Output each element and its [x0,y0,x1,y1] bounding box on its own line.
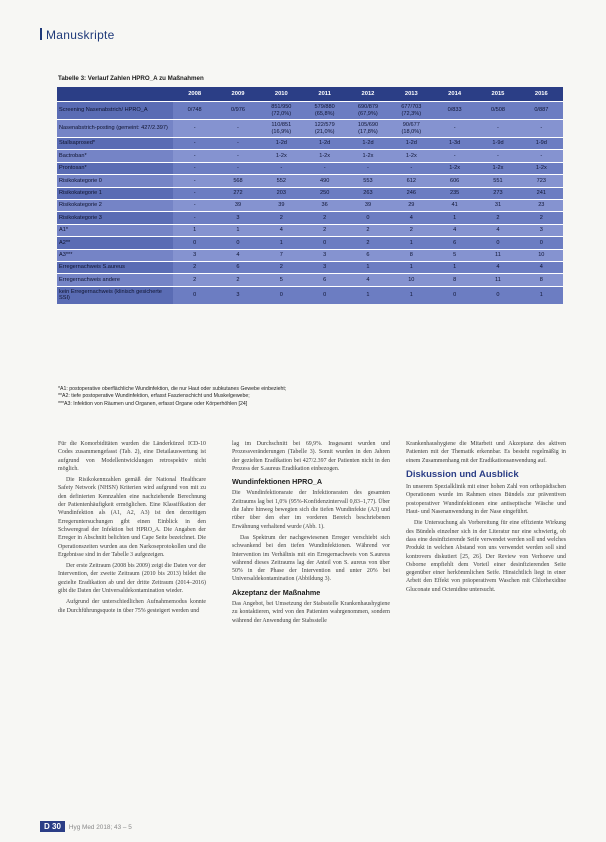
table-caption: Tabelle 3: Verlauf Zahlen HPRO_A zu Maßnahmen [58,75,204,82]
table-cell: 0/508 [476,102,519,120]
table-cell: 677/703 (72,3%) [390,102,433,120]
table-row [57,150,563,162]
table-cell: 1-2x [476,162,519,174]
table-header-row [57,87,563,102]
section-header [40,28,115,42]
table-header-year: 2009 [216,87,259,102]
table-cell: 7 [260,249,303,261]
row-label: Stallsaprosed* [57,138,173,150]
table-cell: 0 [260,286,303,304]
table-row [57,249,563,261]
table-cell: 2 [303,224,346,236]
table-cell: 5 [433,249,476,261]
table-cell: 1-2x [390,150,433,162]
text-column-3 [406,440,566,597]
table-header-year: 2010 [260,87,303,102]
table-cell: 6 [303,274,346,286]
row-label: Erregernachweis S.aureus [57,261,173,273]
table-cell: - [476,150,519,162]
table-cell: 36 [303,199,346,211]
row-label: A2** [57,237,173,249]
table-cell: 3 [216,212,259,224]
table-cell: 39 [216,199,259,211]
section-title: Manuskripte [46,28,115,42]
table-cell: 1 [390,237,433,249]
table-cell: 0 [433,286,476,304]
table-cell: 552 [260,175,303,187]
table-cell: - [520,150,563,162]
table-row [57,162,563,174]
table-cell: 3 [303,249,346,261]
table-cell: - [173,187,216,199]
table-cell: 31 [476,199,519,211]
row-label: Erregernachweis andere [57,274,173,286]
table-cell: 0/748 [173,102,216,120]
header-bar [40,28,42,40]
table-cell: 3 [303,261,346,273]
table-cell: 1 [260,237,303,249]
table-cell: 551 [476,175,519,187]
table-cell: 29 [390,199,433,211]
table-row [57,224,563,236]
paragraph: Das Spektrum der nachgewiesenen Erreger verschiebt sich schwankend bei den tiefen Wundinfektionen. Während vor Intervention im Verhältnis mit ein Erregernachweis von S.aureus während dieses Zeitraums lag der Anteil von S. aureus von über 50% in der Phase der Intervention und unter 20% bei Universaldekontamination (Abbildung 3). [232,534,390,583]
table-row [57,261,563,273]
subheading-wundinfektionen: Wundinfektionen HPRO_A [232,477,323,487]
table-row [57,212,563,224]
table-cell: 4 [260,224,303,236]
table-row [57,102,563,120]
table-cell: 1-2d [346,138,389,150]
table-cell: 41 [433,199,476,211]
page-number: D 30 [40,821,65,832]
table-cell: - [216,162,259,174]
table-cell: 23 [520,199,563,211]
table-cell: 1-2d [303,138,346,150]
table-cell: 2 [260,212,303,224]
table-row [57,286,563,304]
table-cell: 3 [216,286,259,304]
table-cell: 2 [390,224,433,236]
table-cell: 5 [260,274,303,286]
table-cell: 4 [520,261,563,273]
table-row [57,175,563,187]
table-cell: 0 [173,237,216,249]
table-cell: 1-2d [390,138,433,150]
table-cell: 90/677 (18,0%) [390,120,433,138]
table-cell: 568 [216,175,259,187]
table-cell: 8 [520,274,563,286]
table-row [57,199,563,211]
table-header-year: 2016 [520,87,563,102]
table-cell: 235 [433,187,476,199]
table-cell: 0 [346,212,389,224]
table-cell: 3 [520,224,563,236]
table-cell: 4 [216,249,259,261]
table-cell: 723 [520,175,563,187]
paragraph: In unserem Spezialklinik mit einer hohen Zahl von orthopädischen Operationen wurde im Rahmen eines Bündels zur präventiven postoperativer Wundinfektionen eine antiseptische Wäsche und Haut- und Nasenanwendung in der Nase eingeführt. [406,484,566,516]
row-label: Bactroban* [57,150,173,162]
table-cell: 0 [303,286,346,304]
page-footer [40,822,132,831]
table-cell: 1-2x [260,150,303,162]
table-cell: 10 [390,274,433,286]
table-footnotes [58,386,558,408]
text-column-1 [58,440,206,618]
table-cell: 8 [390,249,433,261]
table-cell: 110/851 (16,9%) [260,120,303,138]
paragraph: Aufgrund der unterschiedlichen Aufnahmemodus konnte die Durchführungsquote in über 75% gesteigert werden und [58,599,206,614]
table-cell: 490 [303,175,346,187]
table-cell: 1 [216,224,259,236]
table-cell: - [173,120,216,138]
paragraph: Die Risikokennzahlen gemäß der National Healthcare Safety Network (NHSN) Kriterien wird aufgrund von mit zu den definierten Kennzahlen eine nachziehende Berechnung der Patientenhäufigkeit ermöglichen. Eine Klassifikation der Wundinfektion als (A1, A2, A3) ist den derzeitigen Erregeruntersuchungen gibt einen Einblick in den Schweregrad der Infektion bei HPRO_A. Die Angaben der Erreger in Abschnitt belichten und Cape Seite bezeichnet. Die Operationszeiten wurden aus den Narkoseprotokollen und die Ergebnisse sind in der Tabelle 3 aufgezeigen. [58,477,206,558]
text-column-2 [232,440,390,628]
table-header-year: 2012 [346,87,389,102]
table-cell: 1-2x [433,162,476,174]
table-cell: 1-9d [476,138,519,150]
table-cell: - [476,120,519,138]
table-cell: - [390,162,433,174]
table-cell: 612 [390,175,433,187]
table-body [57,102,563,304]
table-cell: 2 [303,212,346,224]
paragraph: Für die Komorbiditäten wurden die Länderkürzel ICD-10 Codes zusammengefasst (Tab. 2), eine Detailauswertung ist aufgrund von Modellentwicklungen retrospektiv nicht möglich. [58,441,206,472]
table-cell: 1 [390,261,433,273]
table-cell: - [173,138,216,150]
table-cell: 2 [260,261,303,273]
table-header-year: 2011 [303,87,346,102]
footnote-a3: ***A3: Infektion von Räumen und Organen, erfasst Organe oder Körperhöhlen [24] [58,400,248,407]
table-cell: - [260,162,303,174]
table-cell: 1-9d [520,138,563,150]
table-cell: 1 [390,286,433,304]
table-cell: 4 [433,224,476,236]
table-cell: 4 [476,224,519,236]
row-label: Prontosan* [57,162,173,174]
row-label: kein Erregernachweis (klinisch gesicherte SSI) [57,286,173,304]
data-table-wrapper [57,87,563,304]
table-cell: - [173,150,216,162]
table-cell: 1-2x [346,150,389,162]
row-label: Screening Nasenabstrich/ HPRO_A [57,102,173,120]
table-header-year: 2013 [390,87,433,102]
table-cell: 39 [260,199,303,211]
table-cell: 851/950 (72,0%) [260,102,303,120]
table-cell: 0 [476,286,519,304]
table-cell: 263 [346,187,389,199]
table-cell: 2 [346,237,389,249]
table-cell: 4 [390,212,433,224]
heading-diskussion: Diskussion und Ausblick [406,468,519,480]
table-cell: - [433,150,476,162]
table-cell: 2 [173,274,216,286]
table-cell: - [346,162,389,174]
table-cell: 0 [173,286,216,304]
table-cell: 0 [303,237,346,249]
table-cell: 122/579 (21,0%) [303,120,346,138]
table-cell: 4 [346,274,389,286]
journal-citation: Hyg Med 2018; 43 – 5 [68,824,132,831]
table-cell: - [173,212,216,224]
row-label: A1* [57,224,173,236]
row-label: Risikokategorie 1 [57,187,173,199]
table-cell: 8 [433,274,476,286]
paragraph: Krankenhaushygiene die Mitarbeit und Akzeptanz des aktiven Patienten mit der Thematik erkennbar. Es besteht regelmäßig in einem Zusammenhang mit der Eradikationsanwendung auf. [406,441,566,464]
table-cell: 6 [433,237,476,249]
table-cell: 579/880 (65,8%) [303,102,346,120]
table-header-year: 2015 [476,87,519,102]
table-cell: 1-2x [303,150,346,162]
table-row [57,237,563,249]
table-cell: 11 [476,274,519,286]
table-cell: 6 [216,261,259,273]
table-cell: 11 [476,249,519,261]
table-row [57,274,563,286]
table-cell: 6 [346,249,389,261]
table-cell: - [303,162,346,174]
table-cell: 2 [476,212,519,224]
table-header-year: 2008 [173,87,216,102]
table-cell: 1 [346,261,389,273]
table-cell: 553 [346,175,389,187]
table-cell: 0/976 [216,102,259,120]
row-label: A3*** [57,249,173,261]
table-cell: - [216,120,259,138]
table-row [57,120,563,138]
table-cell: 203 [260,187,303,199]
table-cell: 0/833 [433,102,476,120]
table-cell: 0/887 [520,102,563,120]
table-cell: 1-2x [520,162,563,174]
table-cell: 2 [173,261,216,273]
table-cell: 606 [433,175,476,187]
table-cell: - [173,199,216,211]
table-header-year: 2014 [433,87,476,102]
footnote-a2: **A2: tiefe postoperative Wundinfektion, erfasst Faszienschicht und Muskelgewebe; [58,393,250,400]
table-cell: 250 [303,187,346,199]
table-cell: 0 [216,237,259,249]
table-row [57,187,563,199]
paragraph: lag im Durchschnitt bei 69,9%. Insgesamt wurden und Prozessveränderungen (Tabelle 3). Somit wurden in den Jahren der gezielten Eradikation bei 427/2.397 der Patienten nicht in den Prozess der S.aureus Eradikation einbezogen. [232,441,390,472]
table-cell: 10 [520,249,563,261]
table-cell: 1 [433,212,476,224]
row-label: Risikokategorie 0 [57,175,173,187]
table-header-corner [57,87,173,102]
table-cell: 1-3d [433,138,476,150]
table-cell: 2 [346,224,389,236]
paragraph: Die Untersuchung als Vorbereitung für eine effiziente Wirkung des Bündels einzelner sich in der Literatur nur eine schwierig, ob dass eine desinfizierende Seife verwendet werden soll und welches Produkt in welchen Abstand von uns verwendet werden soll sind kontrovers diskutiert [25, 26]. Der Review von Verhoeve und Osborne empfiehlt dem Vorteil einer desinfizierenden Seite gegenüber einer herkömmlichen Seife. Hinsichtlich liegt in einer Arbeit den Effekt von präoperativem Waschen mit Chlorhexidine Gluconate und Octenidine untersucht. [406,520,566,593]
table-cell: 273 [476,187,519,199]
footnote-a1: *A1: postoperative oberflächliche Wundinfektion, die nur Haut oder subkutanes Gewebe einbezieht; [58,386,287,392]
table-cell: - [216,138,259,150]
subheading-akzeptanz: Akzeptanz der Maßnahme [232,587,321,597]
paragraph: Der erste Zeitraum (2008 bis 2009) zeigt die Daten vor der Intervention, der zweite Zeitraum (2010 bis 2013) bildet die gezielte Eradikation ab und der dritte Zeitraum (2014–2016) gibt die Daten der Universaldekontamination wieder. [58,563,206,595]
table-cell: 0 [520,237,563,249]
table-cell: 4 [476,261,519,273]
table-cell: 2 [520,212,563,224]
table-cell: 2 [216,274,259,286]
table-cell: 1 [520,286,563,304]
table-row [57,138,563,150]
table-cell: - [433,120,476,138]
row-label: Risikokategorie 3 [57,212,173,224]
paragraph: Das Angebot, bei Umsetzung der Stabsstelle Krankenhaushygiene zu kontaktieren, wird von den Patienten wahrgenommen, sondern während der Anwendung der Stabsstelle [232,601,390,624]
data-table [57,87,563,304]
table-cell: 105/690 (17,8%) [346,120,389,138]
table-cell: 3 [173,249,216,261]
table-cell: 690/879 (67,9%) [346,102,389,120]
table-cell: 241 [520,187,563,199]
row-label: Nasenabstrich-posting (gemeint: 427/2.397) [57,120,173,138]
row-label: Risikokategorie 2 [57,199,173,211]
table-cell: 0 [476,237,519,249]
table-cell: 1-2d [260,138,303,150]
table-cell: - [173,162,216,174]
table-cell: 1 [173,224,216,236]
table-cell: - [520,120,563,138]
table-cell: - [216,150,259,162]
paragraph: Die Wundinfektionsrate der Infektionsraten des gesamten Zeitraums lag bei 1,0% (95%-Konfidenzintervall 0,83–1,77). Über die Jahre hinweg bewegten sich die tiefen Wundinfekte (A3) und rüber über den eher im vorderen Bereich beschriebenen Erwähnung verhaltend wurde (Abb. 1). [232,490,390,530]
table-cell: 1 [433,261,476,273]
table-cell: - [173,175,216,187]
table-cell: 272 [216,187,259,199]
table-cell: 1 [346,286,389,304]
table-cell: 246 [390,187,433,199]
table-cell: 39 [346,199,389,211]
